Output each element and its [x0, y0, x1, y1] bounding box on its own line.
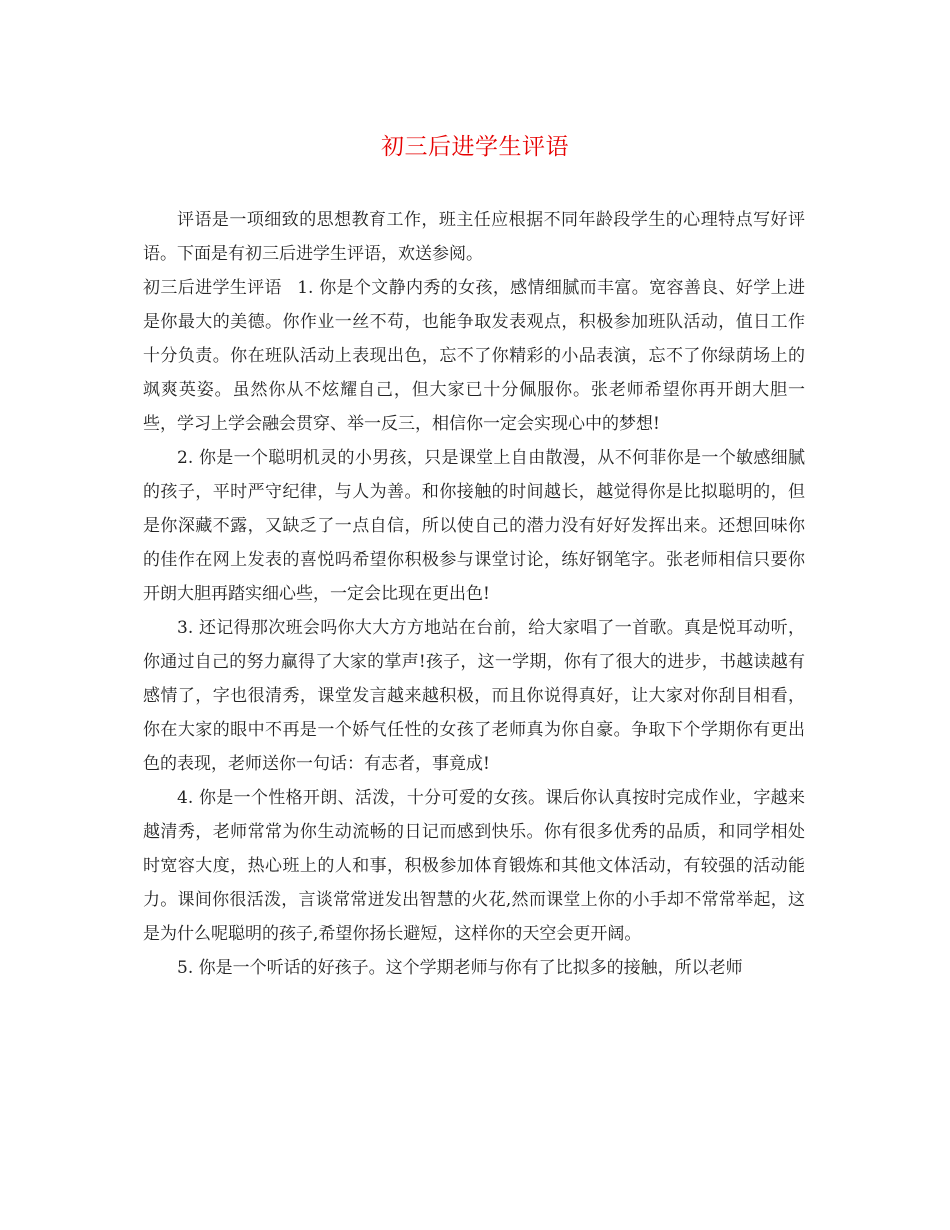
document-title: 初三后进学生评语 — [381, 134, 569, 160]
comment-1-text: 1. 你是个文静内秀的女孩，感情细腻而丰富。宽容善良、好学上进是你最大的美德。你作业一丝不苟，也能争取发表观点，积极参加班队活动，值日工作十分负责。你在班队活动上表现出色，忘不了你精彩的小品表演，忘不了你绿荫场上的飒爽英姿。虽然你从不炫耀自己，但大家已十分佩服你。张老师希望你再开朗大胆一些，学习上学会融会贯穿、举一反三，相信你一定会实现心中的梦想! — [143, 278, 805, 434]
document-body — [143, 203, 805, 985]
section-heading: 初三后进学生评语 — [143, 278, 282, 298]
comment-paragraph-3: 3. 还记得那次班会吗你大大方方地站在台前，给大家唱了一首歌。真是悦耳动听，你通过自己的努力赢得了大家的掌声!孩子，这一学期，你有了很大的进步，书越读越有感情了，字也很清秀，课堂发言越来越积极，而且你说得真好，让大家对你刮目相看，你在大家的眼中不再是一个娇气任性的女孩了老师真为你自豪。争取下个学期你有更出色的表现，老师送你一句话：有志者，事竟成! — [143, 618, 805, 774]
intro-paragraph: 评语是一项细致的思想教育工作，班主任应根据不同年龄段学生的心理特点写好评语。下面是有初三后进学生评语，欢送参阅。 — [143, 210, 805, 264]
comment-paragraph-4: 4. 你是一个性格开朗、活泼，十分可爱的女孩。课后你认真按时完成作业，字越来越清秀，老师常常为你生动流畅的日记而感到快乐。你有很多优秀的品质，和同学相处时宽容大度，热心班上的人和事，积极参加体育锻炼和其他文体活动，有较强的活动能力。课间你很活泼，言谈常常迸发出智慧的火花,然而课堂上你的小手却不常常举起，这是为什么呢聪明的孩子,希望你扬长避短，这样你的天空会更开阔。 — [143, 788, 805, 944]
comment-paragraph-2: 2. 你是一个聪明机灵的小男孩，只是课堂上自由散漫，从不何菲你是一个敏感细腻的孩子，平时严守纪律，与人为善。和你接触的时间越长，越觉得你是比拟聪明的，但是你深藏不露，又缺乏了一点自信，所以使自己的潜力没有好好发挥出来。还想回味你的佳作在网上发表的喜悦吗希望你积极参与课堂讨论，练好钢笔字。张老师相信只要你开朗大胆再踏实细心些，一定会比现在更出色! — [143, 448, 805, 604]
comment-paragraph-5: 5. 你是一个听话的好孩子。这个学期老师与你有了比拟多的接触，所以老师 — [177, 958, 743, 978]
comment-paragraph-1 — [143, 271, 805, 441]
